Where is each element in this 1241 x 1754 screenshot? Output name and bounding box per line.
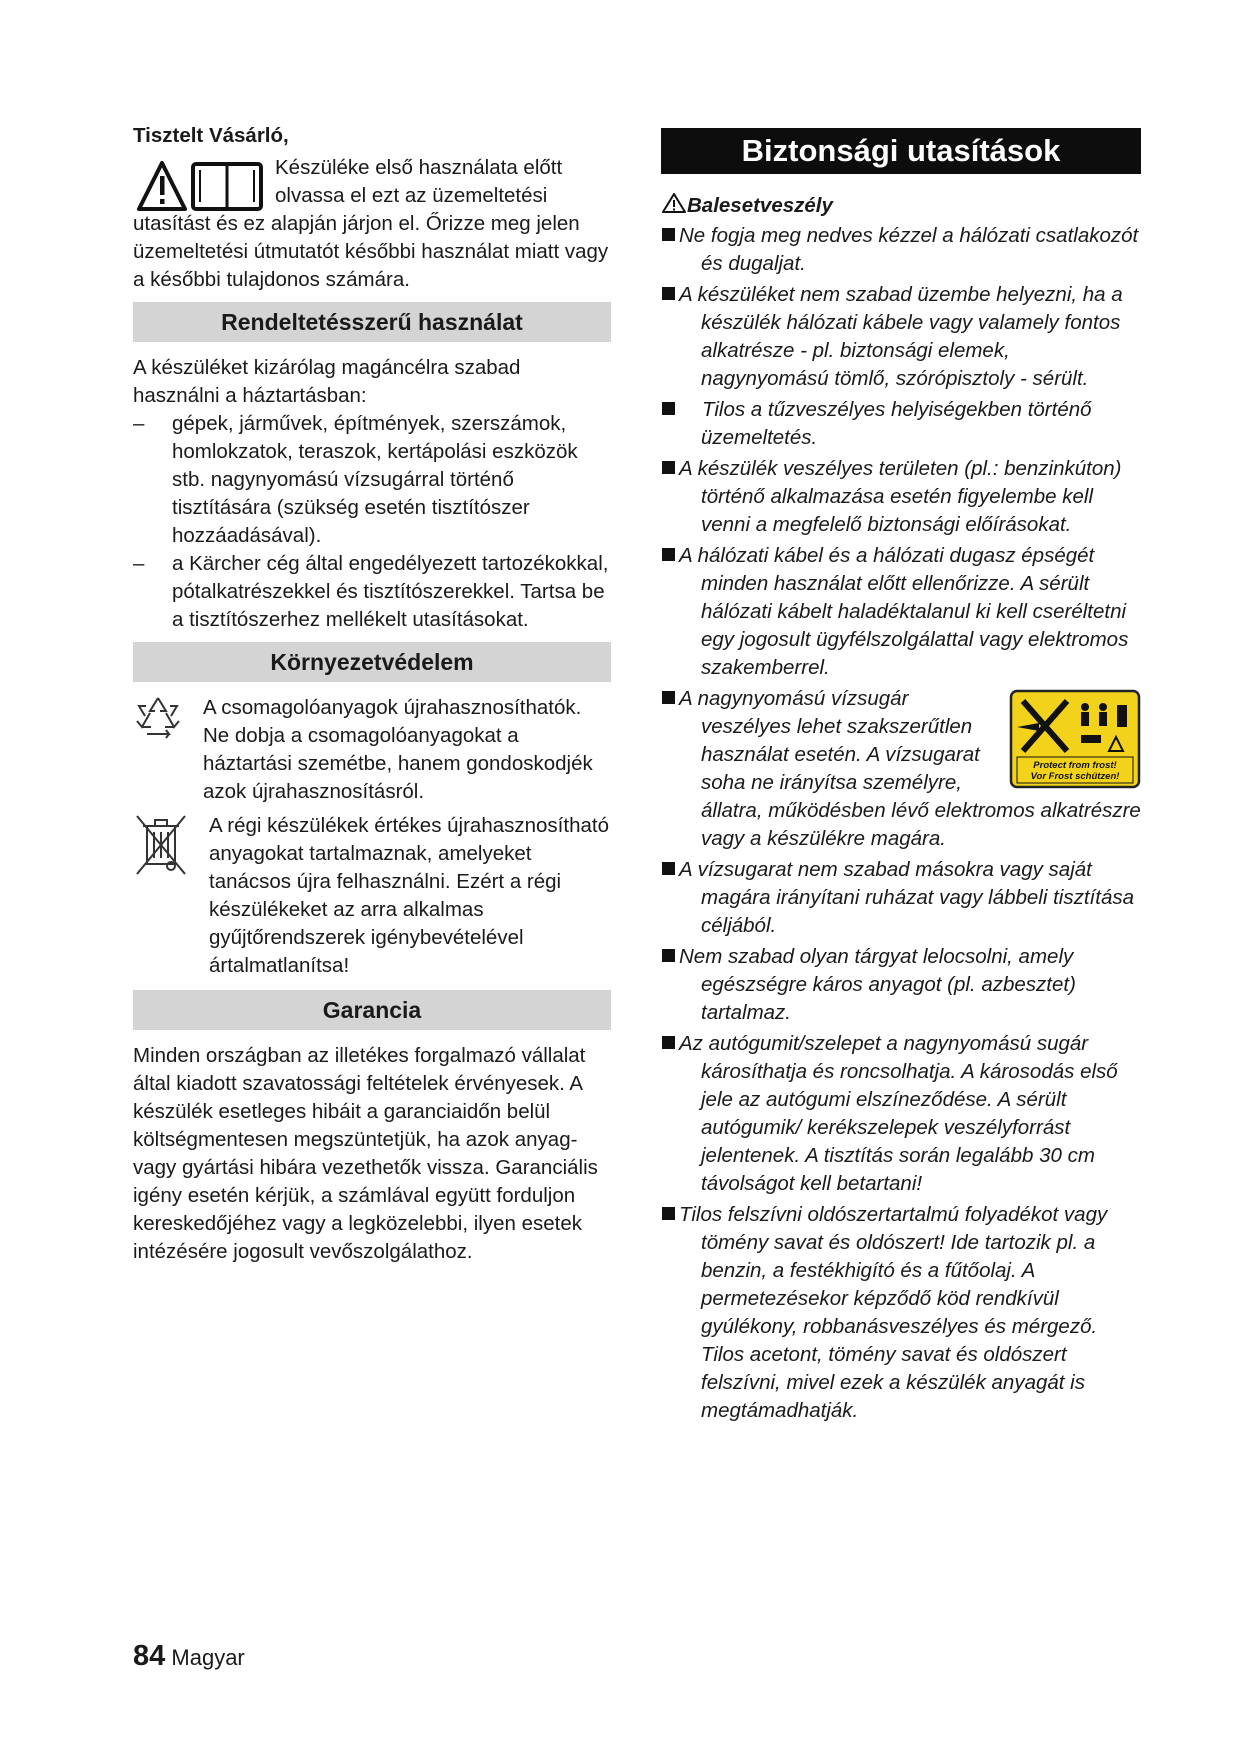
bullet-square-icon (662, 949, 675, 962)
left-column (133, 122, 611, 1266)
list-item: – gépek, járművek, építmények, szerszámok, homlokzatok, teraszok, kertápolási eszközök stb. nagynyomású vízsugárral történő tisztítására (szükség esetén tisztítószer hozzáadásával). (133, 412, 578, 547)
list-item: Tilos felszívni oldószertartalmú folyadékot vagy tömény savat és oldószert! Ide tartozik pl. a benzin, a festékhigító és a fűtőolaj. A permetezésekor képződő köd rendkívül gyúlékony, robbanásveszélyes és mérgező. Tilos acetont, tömény savat és oldószert felszívni, mivel ezek a készülék anyagát is megtámadhatják. (661, 1201, 1141, 1425)
list-item: A vízsugarat nem szabad másokra vagy saját magára irányítani ruházat vagy lábbeli tisztítása céljából. (661, 856, 1141, 940)
list-item: Az autógumit/szelepet a nagynyomású sugár károsíthatja és roncsolhatja. A károsodás első jele az autógumi elszíneződése. A sérült autógumik/ kerékszelepek veszélyforrást jelentenek. A tisztítás során legalább 30 cm távolságot kell betartani! (661, 1030, 1141, 1198)
page-footer (133, 1640, 245, 1673)
warning-manual-icon (137, 160, 273, 214)
list-item: Protect from frost! Vor Frost schützen! A nagynyomású vízsugár veszélyes lehet szakszerűtlen használat esetén. A vízsugarat soha ne irányítsa személyre, állatra, működésben lévő elektromos alkatrészre vagy a készülékre magára. (661, 685, 1141, 853)
frost-label-2: Vor Frost schützen! (1030, 771, 1120, 782)
bullet-square-icon (662, 862, 675, 875)
bullet-square-icon (662, 1207, 675, 1220)
recycle-icon (133, 694, 183, 742)
bullet-square-icon (662, 402, 675, 415)
list-item: Tilos a tűzveszélyes helyiségekben történő üzemeltetés. (661, 396, 1141, 452)
intro-text-first: Készüléke első használata előtt olvassa el ezt az üzemeltetési (275, 156, 563, 207)
list-item: Nem szabad olyan tárgyat lelocsolni, amely egészségre káros anyagot (pl. azbesztet) tartalmaz. (661, 943, 1141, 1027)
list-item: A készüléket nem szabad üzembe helyezni, ha a készülék hálózati kábele vagy valamely fontos alkatrésze - pl. biztonsági elemek, nagynyomású tömlő, szórópisztoly - sérült. (661, 281, 1141, 393)
page-number: 84 (133, 1640, 166, 1672)
intro-paragraph (133, 154, 611, 294)
right-column (661, 128, 1141, 1428)
safety-list (661, 222, 1141, 1425)
bullet-square-icon (662, 461, 675, 474)
list-item: A készülék veszélyes területen (pl.: benzinkúton) történő alkalmazása esetén figyelembe kell venni a megfelelő biztonsági előírásokat. (661, 455, 1141, 539)
list-item: A hálózati kábel és a hálózati dugasz épségét minden használat előtt ellenőrizze. A sérült hálózati kábelt haladéktalanul ki kell cseréltetni egy jogosult ügyfélszolgálattal vagy elektromos szakemberrel. (661, 542, 1141, 682)
crossed-bin-icon (133, 812, 189, 878)
list-item: Ne fogja meg nedves kézzel a hálózati csatlakozót és dugaljat. (661, 222, 1141, 278)
greeting: Tisztelt Vásárló, (133, 124, 289, 147)
section-heading-warranty: Garancia (133, 990, 611, 1030)
intended-use-list (133, 410, 611, 634)
bullet-square-icon (662, 691, 675, 704)
weee-paragraph (133, 812, 611, 980)
bullet-square-icon (662, 548, 675, 561)
section-heading-environment: Környezetvédelem (133, 642, 611, 682)
bullet-square-icon (662, 1036, 675, 1049)
bullet-square-icon (662, 287, 675, 300)
weee-text: A régi készülékek értékes újrahasznosítható anyagokat tartalmaznak, amelyeket tanácsos újra felhasználni. Ezért a régi készülékeket az arra alkalmas gyűjtőrendszerek igénybevételével ártalmatlanítsa! (209, 814, 609, 977)
bullet-square-icon (662, 228, 675, 241)
intended-use-text: A készüléket kizárólag magáncélra szabad használni a háztartásban: (133, 356, 521, 407)
warranty-text: Minden országban az illetékes forgalmazó vállalat által kiadott szavatossági feltételek érvényesek. A készülék esetleges hibáit a garanciaidőn belül költségmentesen megszüntetjük, ha azok anyag- vagy gyártási hibára vezethetők vissza. Garanciális igény esetén kérjük, a számlával együtt forduljon kereskedőjéhez vagy a legközelebbi, ilyen esetek intézésére jogosult vevőszolgálathoz. (133, 1044, 598, 1263)
warning-icon (661, 192, 687, 214)
section-heading-safety: Biztonsági utasítások (661, 128, 1141, 174)
list-item: – a Kärcher cég által engedélyezett tartozékokkal, pótalkatrészekkel és tisztítószerekkel. Tartsa be a tisztítószerhez mellékelt utasításokat. (133, 552, 609, 631)
danger-heading: Balesetveszély (661, 192, 1141, 220)
recycle-paragraph (133, 694, 611, 806)
section-heading-intended-use: Rendeltetésszerű használat (133, 302, 611, 342)
recycle-text: A csomagolóanyagok újrahasznosíthatók. Ne dobja a csomagolóanyagokat a háztartási szemétbe, hanem gondoskodjék azok újrahasznosításról. (203, 696, 593, 803)
frost-label-1: Protect from frost! (1033, 760, 1117, 771)
high-pressure-warning-sticker-icon (1009, 689, 1141, 789)
footer-language: Magyar (171, 1645, 245, 1670)
intro-text-rest: utasítást és ez alapján járjon el. Őrizze meg jelen üzemeltetési útmutatót későbbi használat miatt vagy a későbbi tulajdonos számára. (133, 212, 609, 291)
